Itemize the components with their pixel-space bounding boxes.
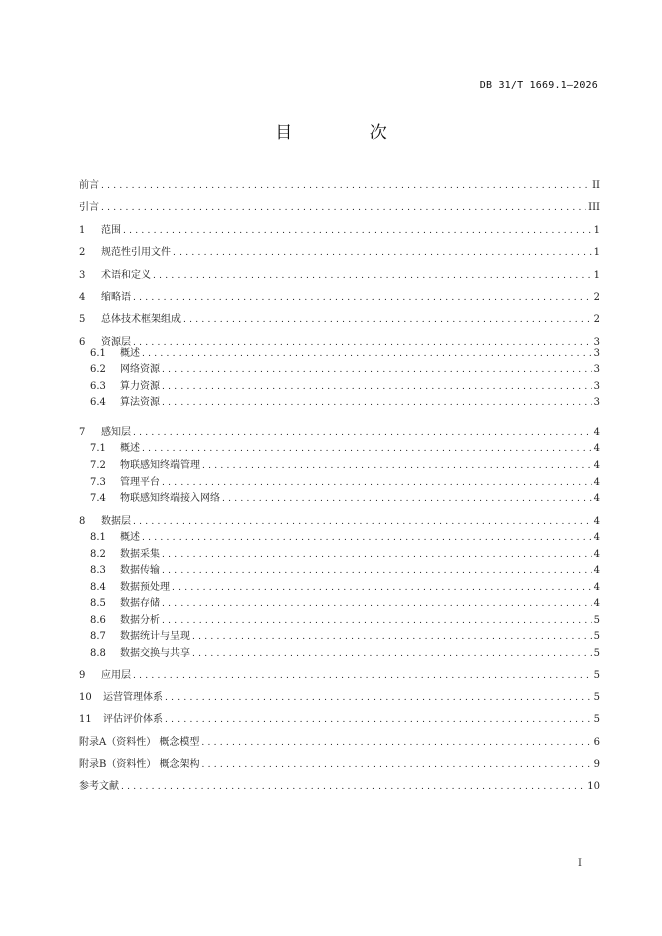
toc-entry-number: 7: [79, 427, 86, 438]
toc-entry-page: 4: [593, 549, 600, 560]
toc-entry[interactable]: [79, 710, 600, 727]
toc-entry-page: 5: [593, 631, 600, 642]
toc-entry[interactable]: [90, 439, 600, 456]
toc-entry[interactable]: [79, 512, 600, 529]
toc-entry[interactable]: [79, 221, 600, 238]
toc-entry[interactable]: [90, 545, 600, 562]
toc-entry-page: 3: [593, 381, 600, 392]
toc-entry-number: 8.3: [90, 565, 106, 576]
toc-entry[interactable]: [79, 666, 600, 683]
toc-entry[interactable]: [90, 611, 600, 628]
toc-entry[interactable]: [90, 473, 600, 490]
toc-entry-label: 数据交换与共享: [120, 648, 190, 659]
toc-entry-page: 5: [593, 692, 600, 703]
toc-entry-page: 3: [593, 337, 600, 348]
toc-entry-number: 1: [79, 225, 86, 236]
toc-entry-label: 术语和定义: [101, 270, 151, 281]
toc-entry-page: 4: [593, 460, 600, 471]
toc-entry-label: 总体技术框架组成: [101, 314, 181, 325]
toc-entry[interactable]: [79, 243, 600, 260]
toc-dot-leader: [165, 713, 592, 727]
toc-entry-label: 数据存储: [120, 598, 160, 609]
toc-entry-page: 5: [593, 670, 600, 681]
toc-entry[interactable]: [79, 176, 600, 193]
toc-entry-page: 4: [593, 598, 600, 609]
toc-entry-page: 1: [593, 247, 600, 258]
toc-entry-page: 2: [593, 292, 600, 303]
toc-entry-page: 1: [593, 270, 600, 281]
toc-entry-number: 8.6: [90, 615, 106, 626]
toc-dot-leader: [133, 669, 592, 683]
toc-dot-leader: [101, 179, 590, 193]
toc-entry-label: 附录A（资料性） 概念模型: [79, 737, 200, 748]
toc-dot-leader: [142, 531, 592, 545]
toc-entry-label: 概述: [120, 348, 140, 359]
toc-entry-number: 8.4: [90, 582, 106, 593]
toc-dot-leader: [222, 492, 592, 506]
toc-dot-leader: [142, 442, 592, 456]
toc-entry-page: II: [592, 180, 600, 191]
toc-entry-number: 6.2: [90, 364, 106, 375]
toc-entry-number: 6.1: [90, 348, 106, 359]
toc-entry[interactable]: [90, 377, 600, 394]
toc-entry[interactable]: [90, 627, 600, 644]
toc-entry-label: 前言: [79, 180, 99, 191]
toc-entry-page: 3: [593, 364, 600, 375]
toc-entry-number: 8.2: [90, 549, 106, 560]
toc-entry-number: 8.8: [90, 648, 106, 659]
toc-entry-number: 7.2: [90, 460, 106, 471]
toc-entry[interactable]: [79, 688, 600, 705]
toc-entry[interactable]: [90, 594, 600, 611]
toc-entry-label: 范围: [101, 225, 121, 236]
toc-entry[interactable]: [90, 644, 600, 661]
toc-entry-page: 4: [593, 582, 600, 593]
toc-entry-label: 附录B（资料性） 概念架构: [79, 759, 200, 770]
toc-entry-number: 2: [79, 247, 86, 258]
toc-entry[interactable]: [79, 755, 600, 772]
toc-dot-leader: [202, 758, 592, 772]
toc-entry-page: 4: [593, 516, 600, 527]
toc-entry-page: 5: [593, 615, 600, 626]
toc-entry-label: 管理平台: [120, 477, 160, 488]
toc-entry-label: 数据采集: [120, 549, 160, 560]
toc-entry[interactable]: [90, 360, 600, 377]
toc-entry-page: III: [588, 202, 600, 213]
toc-entry-label: 概述: [120, 443, 140, 454]
toc-entry-label: 数据分析: [120, 615, 160, 626]
toc-entry-number: 7.4: [90, 493, 106, 504]
toc-entry-label: 算法资源: [120, 397, 160, 408]
toc-entry[interactable]: [90, 528, 600, 545]
toc-entry-label: 数据统计与呈现: [120, 631, 190, 642]
toc-dot-leader: [133, 515, 592, 529]
toc-entry-number: 11: [79, 714, 92, 725]
toc-entry-label: 资源层: [101, 337, 131, 348]
toc-entry-page: 4: [593, 565, 600, 576]
toc-entry-page: 5: [593, 714, 600, 725]
toc-entry-page: 3: [593, 348, 600, 359]
toc-entry-label: 运营管理体系: [103, 692, 163, 703]
toc-entry-label: 参考文献: [79, 781, 119, 792]
toc-entry-label: 规范性引用文件: [101, 247, 171, 258]
toc-dot-leader: [162, 476, 592, 490]
toc-entry-number: 6.4: [90, 397, 106, 408]
toc-entry[interactable]: [90, 561, 600, 578]
toc-entry-page: 6: [593, 737, 600, 748]
toc-entry-number: 8.5: [90, 598, 106, 609]
toc-dot-leader: [173, 246, 592, 260]
toc-entry[interactable]: [79, 310, 600, 327]
toc-dot-leader: [101, 201, 586, 215]
toc-entry[interactable]: [90, 393, 600, 410]
toc-entry-label: 应用层: [101, 670, 131, 681]
toc-entry-page: 3: [593, 397, 600, 408]
toc-dot-leader: [162, 597, 592, 611]
toc-dot-leader: [183, 313, 592, 327]
toc-dot-leader: [172, 581, 592, 595]
toc-dot-leader: [162, 396, 592, 410]
toc-entry-label: 数据预处理: [120, 582, 170, 593]
toc-dot-leader: [162, 564, 592, 578]
page-title: 目 次: [275, 123, 423, 143]
toc-entry-page: 9: [593, 759, 600, 770]
toc-entry-number: 10: [79, 692, 92, 703]
toc-entry-label: 物联感知终端接入网络: [120, 493, 220, 504]
toc-entry-label: 感知层: [101, 427, 131, 438]
toc-entry[interactable]: [90, 344, 600, 361]
toc-entry-label: 数据传输: [120, 565, 160, 576]
toc-dot-leader: [162, 380, 592, 394]
toc-entry-page: 2: [593, 314, 600, 325]
toc-entry[interactable]: [79, 288, 600, 305]
toc-dot-leader: [202, 459, 592, 473]
toc-entry-page: 4: [593, 477, 600, 488]
toc-entry-number: 6.3: [90, 381, 106, 392]
toc-dot-leader: [162, 614, 592, 628]
toc-entry-number: 4: [79, 292, 86, 303]
toc-dot-leader: [162, 548, 592, 562]
toc-entry-label: 算力资源: [120, 381, 160, 392]
toc-entry-number: 7.3: [90, 477, 106, 488]
toc-dot-leader: [142, 347, 592, 361]
toc-entry-page: 1: [593, 225, 600, 236]
toc-entry[interactable]: [79, 198, 600, 215]
toc-entry-number: 3: [79, 270, 86, 281]
toc-dot-leader: [162, 363, 592, 377]
toc-entry-page: 4: [593, 443, 600, 454]
toc-entry-label: 物联感知终端管理: [120, 460, 200, 471]
page-number: I: [578, 858, 582, 869]
toc-entry-number: 5: [79, 314, 86, 325]
toc-entry[interactable]: [90, 578, 600, 595]
toc-entry-label: 缩略语: [101, 292, 131, 303]
toc-dot-leader: [153, 269, 592, 283]
toc-entry-page: 10: [587, 781, 600, 792]
toc-entry-label: 数据层: [101, 516, 131, 527]
toc-entry-page: 4: [593, 427, 600, 438]
toc-entry[interactable]: [79, 266, 600, 283]
toc-entry-label: 评估评价体系: [103, 714, 163, 725]
toc-dot-leader: [192, 647, 592, 661]
toc-entry[interactable]: [79, 423, 600, 440]
toc-entry-number: 6: [79, 337, 86, 348]
toc-entry[interactable]: [79, 733, 600, 750]
toc-entry-number: 7.1: [90, 443, 106, 454]
toc-entry-number: 9: [79, 670, 86, 681]
toc-dot-leader: [121, 780, 585, 794]
toc-entry-number: 8.7: [90, 631, 106, 642]
document-code: DB 31/T 1669.1—2026: [479, 80, 598, 91]
toc-entry-label: 概述: [120, 532, 140, 543]
toc-entry[interactable]: [90, 456, 600, 473]
toc-entry-number: 8.1: [90, 532, 106, 543]
toc-entry-page: 5: [593, 648, 600, 659]
toc-dot-leader: [133, 291, 592, 305]
toc-dot-leader: [165, 691, 592, 705]
toc-entry-page: 4: [593, 532, 600, 543]
toc-entry-label: 引言: [79, 202, 99, 213]
toc-dot-leader: [133, 426, 592, 440]
toc-entry[interactable]: [90, 489, 600, 506]
toc-dot-leader: [201, 736, 591, 750]
toc-dot-leader: [123, 224, 592, 238]
toc-entry[interactable]: [79, 777, 600, 794]
toc-entry-label: 网络资源: [120, 364, 160, 375]
toc-dot-leader: [192, 630, 592, 644]
toc-entry-page: 4: [593, 493, 600, 504]
toc-entry-number: 8: [79, 516, 86, 527]
